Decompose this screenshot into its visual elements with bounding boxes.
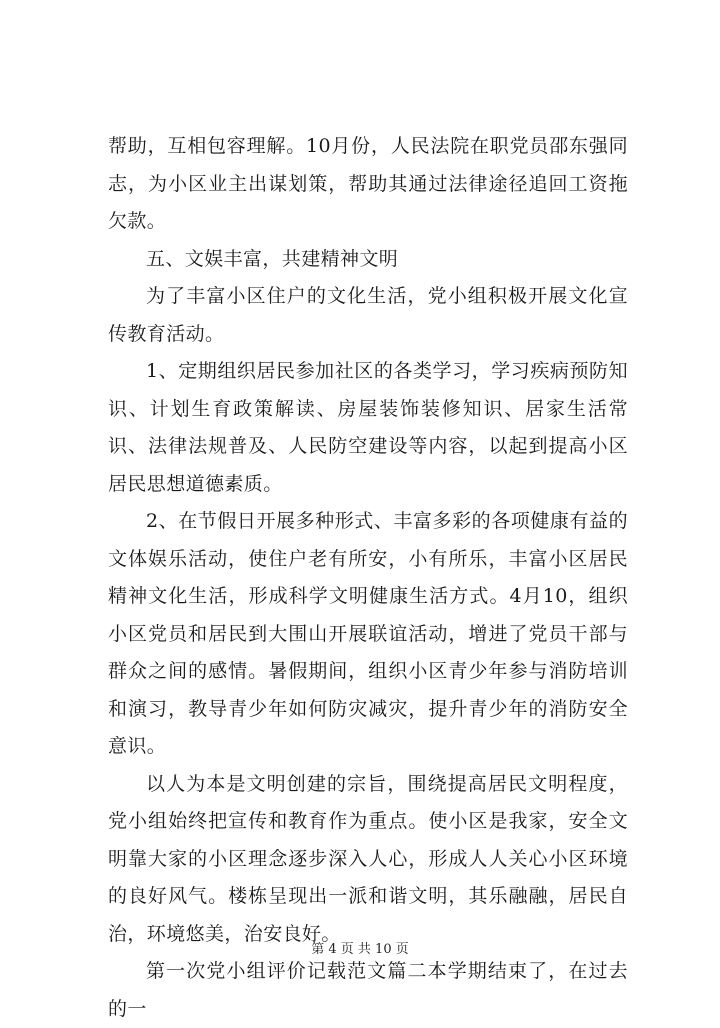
paragraph: 以人为本是文明创建的宗旨，围绕提高居民文明程度，党小组始终把宣传和教育作为重点。使小区是我家，安全文明靠大家的小区理念逐步深入人心，形成人人关心小区环境的良好风气。楼栋呈现出一派和谐文明，其乐融融，居民自治，环境悠美，治安良好。 [108, 772, 628, 945]
paragraph-continuation: 帮助，互相包容理解。10月份，人民法院在职党员邵东强同志，为小区业主出谋划策，帮助其通过法律途径追回工资拖欠款。 [108, 135, 628, 232]
section-heading: 五、文娱丰富，共建精神文明 [146, 247, 399, 270]
paragraph: 2、在节假日开展多种形式、丰富多彩的各项健康有益的文体娱乐活动，使住户老有所安，小有所乐，丰富小区居民精神文化生活，形成科学文明健康生活方式。4月10，组织小区党员和居民到大围山开展联谊活动，增进了党员干部与群众之间的感情。暑假期间，组织小区青少年参与消防培训和演习，教导青少年如何防灾减灾，提升青少年的消防安全意识。 [108, 510, 628, 757]
paragraph: 第一次党小组评价记载范文篇二本学期结束了，在过去的一 [108, 960, 628, 1020]
paragraph: 1、定期组织居民参加社区的各类学习，学习疾病预防知识、计划生育政策解读、房屋装饰装修知识、居家生活常识、法律法规普及、人民防空建设等内容，以起到提高小区居民思想道德素质。 [108, 360, 628, 495]
page-footer: 第 4 页 共 10 页 [311, 942, 409, 957]
paragraph: 为了丰富小区住户的文化生活，党小组积极开展文化宣传教育活动。 [108, 285, 628, 345]
document-body [108, 128, 628, 1028]
